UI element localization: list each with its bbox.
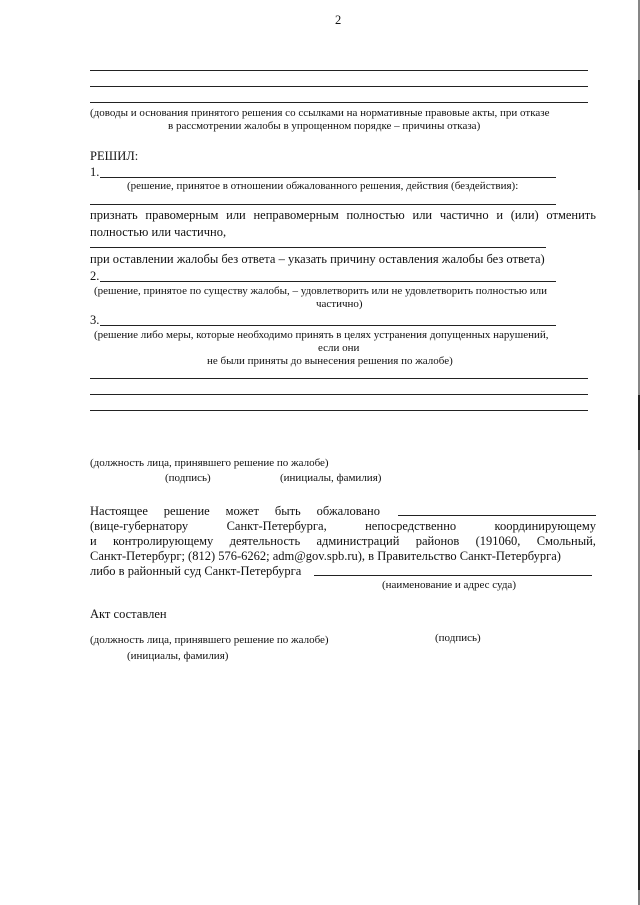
item3-caption: (решение либо меры, которые необходимо принять в целях устранения допущенных нарушений,	[94, 329, 549, 341]
grounds-caption: (доводы и основания принятого решения со ссылками на нормативные правовые акты, при отказе	[90, 107, 550, 119]
word: деятельность	[229, 534, 301, 548]
item-number: 3.	[90, 313, 100, 327]
appeal-line1	[90, 505, 380, 518]
item1-text-line2: полностью или частично,	[90, 225, 227, 239]
item3-caption: не были приняты до вынесения решения по жалобе)	[207, 355, 453, 367]
word: (191060,	[475, 534, 521, 548]
word: или	[226, 208, 246, 222]
word: может	[225, 504, 259, 518]
signature-caption: (подпись)	[165, 472, 211, 484]
word: неправомерным	[253, 208, 339, 222]
blank-line	[90, 86, 588, 87]
blank-line	[398, 515, 596, 516]
word: администраций	[316, 534, 400, 548]
appeal-line4: Санкт-Петербург; (812) 576-6262; adm@gov.spb.ru), в Правительство Санкт-Петербурга)	[90, 549, 561, 563]
blank-line	[90, 70, 588, 71]
word: Настоящее	[90, 504, 148, 518]
word: решение	[163, 504, 210, 518]
blank-line	[90, 102, 588, 103]
item2-caption: (решение, принятое по существу жалобы, – удовлетворить или не удовлетворить полностью или	[94, 285, 548, 297]
word: быть	[274, 504, 301, 518]
word: признать	[90, 208, 138, 222]
blank-line	[100, 281, 556, 282]
word: и	[90, 534, 97, 548]
word: координирующему	[494, 519, 596, 533]
blank-line	[90, 410, 588, 411]
item1-text-line	[90, 209, 596, 222]
word: частично	[439, 208, 489, 222]
item-number: 2.	[90, 269, 100, 283]
item3-caption: если они	[318, 342, 360, 354]
blank-line	[100, 177, 556, 178]
appeal-line3	[90, 535, 596, 548]
grounds-caption: в рассмотрении жалобы в упрощенном порядке – причины отказа)	[168, 120, 481, 132]
position-caption: (должность лица, принявшего решение по жалобе)	[90, 457, 329, 469]
initials-caption: (инициалы, фамилия)	[280, 472, 382, 484]
item1-caption: (решение, принятое в отношении обжалованного решения, действия (бездействия):	[127, 180, 519, 192]
item1-no-answer: при оставлении жалобы без ответа – указать причину оставления жалобы без ответа)	[90, 252, 545, 266]
blank-line	[90, 204, 556, 205]
act-initials-caption: (инициалы, фамилия)	[127, 650, 229, 662]
appeal-line5: либо в районный суд Санкт-Петербурга	[90, 564, 302, 578]
item-number: 1.	[90, 165, 100, 179]
word: непосредственно	[365, 519, 457, 533]
word: районов	[415, 534, 460, 548]
word: обжаловано	[316, 504, 380, 518]
act-position-caption: (должность лица, принявшего решение по жалобе)	[90, 634, 329, 646]
word: полностью	[346, 208, 405, 222]
blank-line	[100, 325, 556, 326]
court-caption: (наименование и адрес суда)	[382, 579, 516, 591]
word: отменить	[546, 208, 596, 222]
act-title: Акт составлен	[90, 607, 167, 621]
word: и	[496, 208, 504, 222]
appeal-line2	[90, 520, 596, 533]
item2-caption: частично)	[316, 298, 363, 310]
blank-line	[90, 394, 588, 395]
blank-line	[314, 575, 592, 576]
word: (или)	[510, 208, 539, 222]
word: правомерным	[145, 208, 219, 222]
word: контролирующему	[113, 534, 214, 548]
page-number: 2	[335, 13, 342, 27]
decided-heading: РЕШИЛ:	[90, 149, 139, 163]
act-signature-caption: (подпись)	[435, 632, 481, 644]
word: (вице-губернатору	[90, 519, 189, 533]
blank-line	[90, 247, 546, 248]
blank-line	[90, 378, 588, 379]
word: или	[412, 208, 433, 222]
word: Смольный,	[536, 534, 596, 548]
word: Санкт-Петербурга,	[226, 519, 327, 533]
